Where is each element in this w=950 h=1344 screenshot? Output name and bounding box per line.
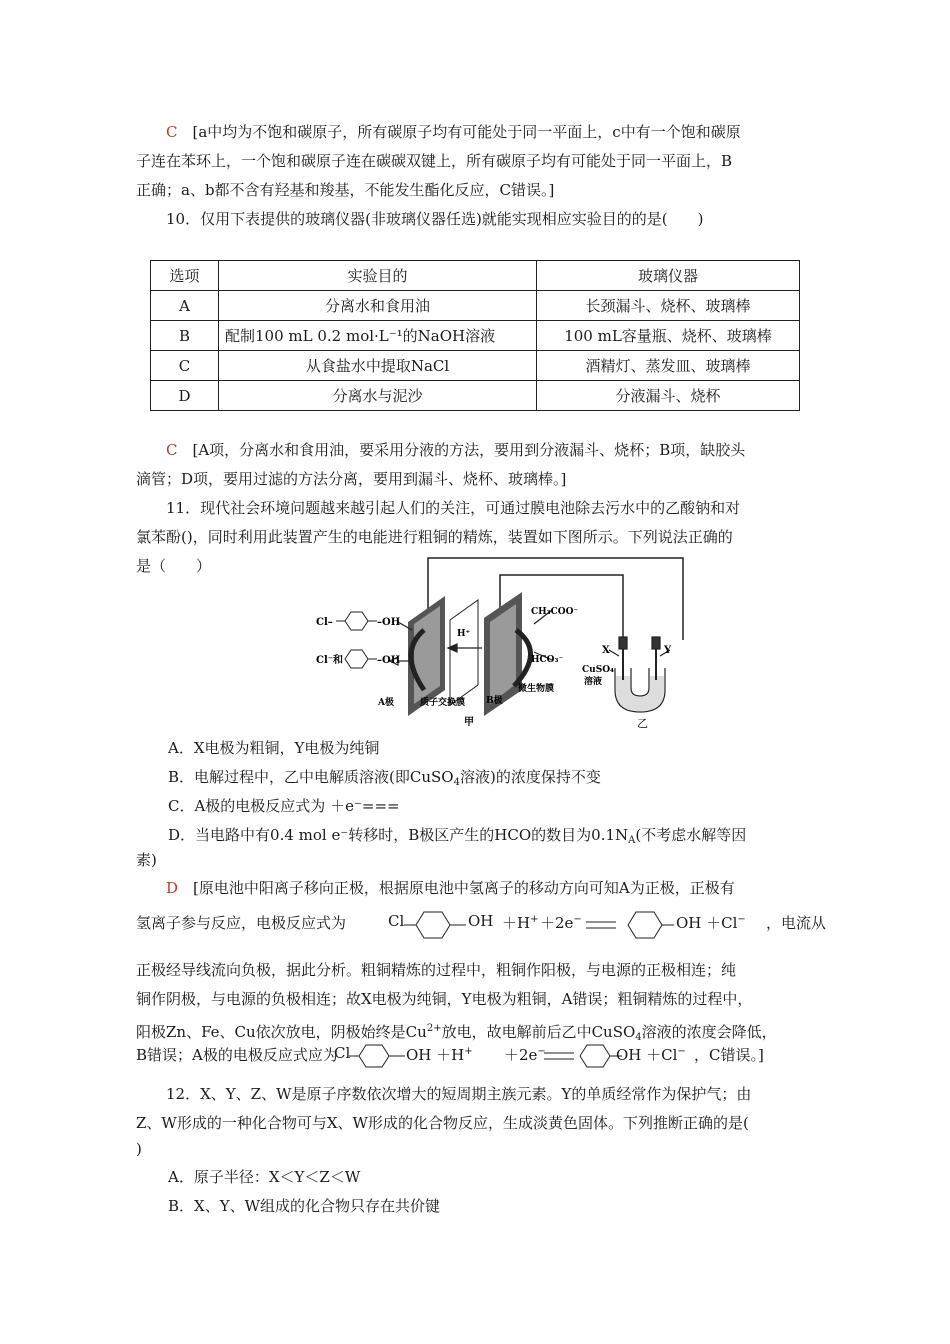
table-header-glassware: 玻璃仪器 [537,261,800,291]
q11-option-b-pre: B．电解过程中，乙中电解质溶液(即CuSO [168,768,454,786]
answer-10-line1: [A项，分离水和食用油，要采用分液的方法，要用到分液漏斗、烧杯；B项，缺胶头 [192,441,746,459]
question-11-stem1: 11．现代社会环境问题越来越引起人们的关注，可通过膜电池除去污水中的乙酸钠和对 [166,499,741,517]
fig-cell-jia-label: 甲 [464,717,474,728]
answer-9-line1: [a中均为不饱和碳原子，所有碳原子均有可能处于同一平面上，c中有一个饱和碳原 [192,123,741,141]
equation2-2e-text: ＋2e [504,1046,538,1064]
equation-2e-sup: − [573,914,582,925]
fig-ch3coo-label: CH₃COO⁻ [531,607,579,617]
table-header-option: 选项 [151,261,219,291]
equation-2e-text: ＋2e [540,914,574,932]
fig-cl-label: Cl– [316,617,333,628]
q11-option-b-sub: 4 [453,777,460,788]
equation2-h-sup: + [464,1046,473,1057]
answer-11-line5-mid: 放电，故电解前后乙中CuSO [441,1023,636,1041]
question-12-stem3: ) [136,1140,142,1158]
equation-oh: OH [468,912,494,930]
answer-11-line2 [136,906,826,946]
equals-sign-icon [586,916,618,936]
answer-11-line1: [原电池中阳离子移向正极，根据原电池中氢离子的移动方向可知A为正极，正极有 [193,879,735,897]
table-header-goal: 实验目的 [219,261,537,291]
fig-hplus-label: H⁺ [457,629,471,639]
table-cell-option: C [151,351,219,381]
fig-oh-label: –OH [377,617,401,628]
phenol-molecule [345,650,377,668]
fig-oh2-label: –OH [377,655,401,666]
table-cell-goal: 分离水和食用油 [219,291,537,321]
table-cell-option: D [151,381,219,411]
table-cell-glassware: 酒精灯、蒸发皿、玻璃棒 [537,351,800,381]
answer-11-line2-pre: 氢离子参与反应，电极反应式为 [136,914,347,932]
answer-9-line2: 子连在苯环上，一个饱和碳原子连在碳碳双键上，所有碳原子均有可能处于同一平面上，B [136,152,733,170]
equation-2e [540,912,582,933]
equation-h-sup: + [530,914,539,925]
answer-11-letter: D [166,879,179,897]
equation2-2e-sup: − [537,1046,546,1057]
table-cell-goal: 分离水与泥沙 [219,381,537,411]
equation2-oh-cl-text: OH ＋Cl [616,1046,678,1064]
equals-sign-icon [544,1048,576,1066]
fig-membrane-label: 质子交换膜 [420,698,466,708]
equation-cl: Cl [388,912,405,930]
answer-11-line3: 正极经导线流向负极，据此分析。粗铜精炼的过程中，粗铜作阳极，与电源的正极相连；纯 [136,961,737,979]
answer-11-line4: 铜作阴极，与电源的负极相连；故X电极为纯铜，Y电极为粗铜，A错误；粗铜精炼的过程中， [136,990,753,1008]
u-tube-cell [609,637,670,712]
proton-exchange-membrane [450,600,478,705]
q11-option-d-sub: A [628,835,636,846]
equation2-oh-h [406,1044,473,1065]
q11-option-d-line1-post: (不考虑水解等因 [635,826,747,844]
equation2-2e [504,1044,546,1065]
answer-11-line6 [136,1040,826,1074]
fig-cell-yi-label: 乙 [637,717,648,730]
table-cell-glassware: 长颈漏斗、烧杯、玻璃棒 [537,291,800,321]
equation2-cl-sup: − [677,1046,686,1057]
fig-electrode-b-label: B极 [486,696,503,706]
fig-electrode-a-label: A极 [378,698,394,708]
fig-cl-and-label: Cl⁻和 [316,655,344,666]
table-cell-glassware: 100 mL容量瓶、烧杯、玻璃棒 [537,321,800,351]
answer-9-line3: 正确；a、b都不含有羟基和羧基，不能发生酯化反应，C错误。] [136,181,555,199]
q11-option-c: C．A极的电极反应式为 ＋e⁻=== [168,797,400,815]
answer-10-letter: C [166,441,178,459]
table-cell-option: B [151,321,219,351]
chlorophenol-molecule [336,612,377,630]
benzene-ring-icon [622,908,682,942]
fig-x-label: X [602,645,610,656]
equation2-cl: Cl [334,1044,351,1062]
fig-hco3-label: HCO₃⁻ [531,655,564,665]
table-cell-glassware: 分液漏斗、烧杯 [537,381,800,411]
question-11-stem3: 是（ ） [136,557,212,575]
table-cell-option: A [151,291,219,321]
q12-option-b: B．X、Y、W组成的化合物只存在共价键 [168,1197,441,1215]
answer-11-line5-sup: 2+ [426,1023,442,1034]
answer-11 [136,874,826,903]
equation2-oh-h-text: OH ＋H [406,1046,465,1064]
q12-option-a: A．原子半径：X＜Y＜Z＜W [168,1168,361,1186]
table-cell-goal: 从食盐水中提取NaCl [219,351,537,381]
equation-h [502,912,538,933]
answer-11-line5-sub: 4 [635,1032,642,1043]
equation2-oh-cl [616,1044,686,1065]
question-12-stem1: 12．X、Y、Z、W是原子序数依次增大的短周期主族元素。Y的单质经常作为保护气；由 [166,1085,752,1103]
equation-h-text: ＋H [502,914,531,932]
benzene-ring-icon [349,1041,413,1071]
answer-11-line6-pre: B错误；A极的电极反应式应为 [136,1046,338,1064]
q11-option-d-line2: 素) [136,851,157,869]
equation-cl-sup: − [737,914,746,925]
table-cell-goal: 配制100 mL 0.2 mol·L⁻¹的NaOH溶液 [219,321,537,351]
answer-9-letter: C [166,123,178,141]
answer-11-line5-post: 溶液的浓度会降低， [641,1023,777,1041]
question-11-stem2: 氯苯酚()，同时利用此装置产生的电能进行粗铜的精炼，装置如下图所示。下列说法正确的 [136,528,733,546]
question-10-stem: 10．仅用下表提供的玻璃仪器(非玻璃仪器任选)就能实现相应实验目的的是( ) [166,210,704,228]
fig-cuso4-label: CuSO₄ [582,665,614,675]
answer-11-line2-post: ，电流从 [766,914,827,932]
answer-11-line5-pre: 阳极Zn、Fe、Cu依次放电，阴极始终是Cu [136,1023,427,1041]
question-12-stem2: Z、W形成的一种化合物可与X、W形成的化合物反应，生成淡黄色固体。下列推断正确的是( [136,1114,749,1132]
answer-10-line2: 滴管；D项，要用过滤的方法分离，要用到漏斗、烧杯、玻璃棒。] [136,470,567,488]
fig-y-label: Y [664,645,672,656]
q11-option-d-line1: D．当电路中有0.4 mol e⁻转移时，B极区产生的HCO的数目为0.1N [168,826,629,844]
equation-oh-cl [676,912,746,933]
equation-oh-cl-text: OH ＋Cl [676,914,738,932]
fig-solution-label: 溶液 [584,677,603,687]
q11-option-b-post: 溶液)的浓度保持不变 [459,768,601,786]
answer-11-line6-post: ，C错误。] [694,1046,764,1064]
benzene-ring-icon [404,908,474,942]
fig-microbe-label: 微生物膜 [518,684,555,694]
q11-option-a: A．X电极为粗铜，Y电极为纯铜 [168,739,380,757]
